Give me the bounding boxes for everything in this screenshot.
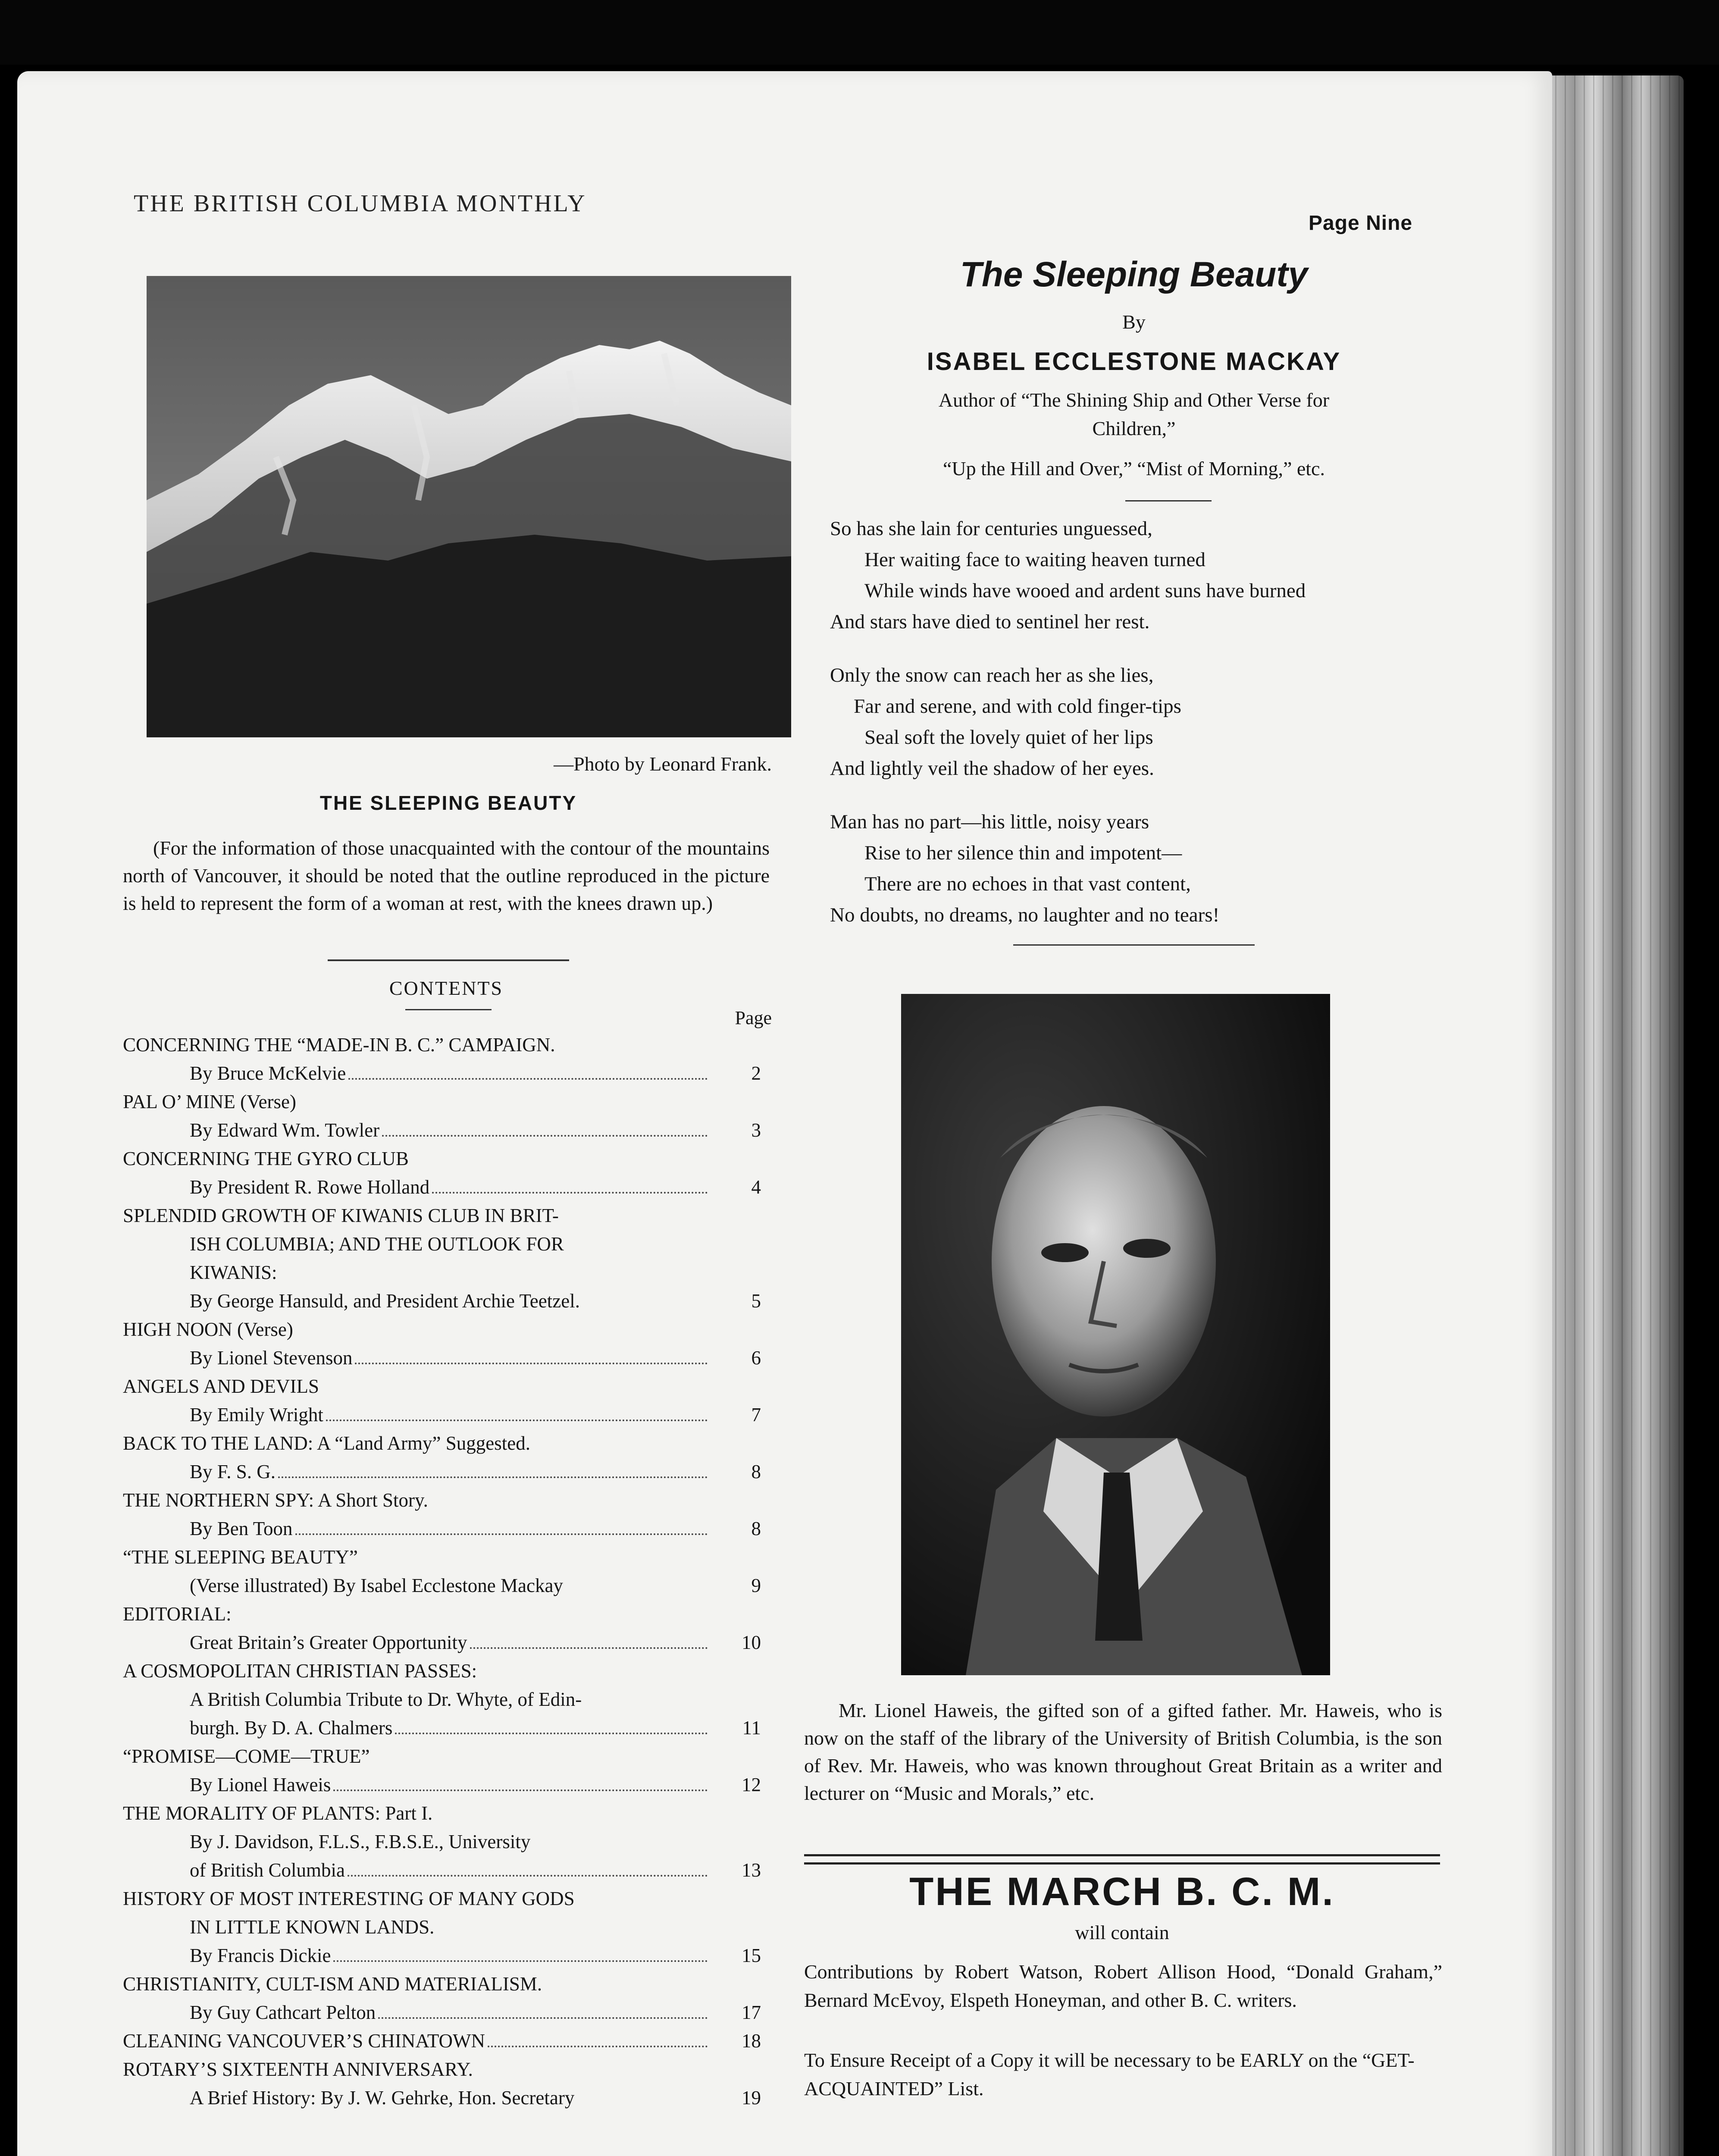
poem-line: Only the snow can reach her as she lies, xyxy=(830,664,1154,686)
toc-entry-text: of British Columbia xyxy=(190,1859,345,1881)
photo-caption-body: (For the information of those unacquainted with the contour of the mountains north of Vancouver, it should be noted that the outline reproduced in the picture is held to represent the form of a woman at rest, with the knees drawn up.) xyxy=(123,837,770,914)
toc-article-title: CONCERNING THE “MADE-IN B. C.” CAMPAIGN. xyxy=(123,1034,555,1056)
toc-article-title: THE NORTHERN SPY: A Short Story. xyxy=(123,1489,428,1511)
toc-entry xyxy=(123,1059,770,1087)
toc-article-title: ANGELS AND DEVILS xyxy=(123,1376,319,1397)
toc-entry xyxy=(123,1116,770,1144)
toc-continuation: By J. Davidson, F.L.S., F.B.S.E., University xyxy=(190,1831,531,1852)
poem-line: While winds have wooed and ardent suns have burned xyxy=(864,580,1306,602)
table-of-contents xyxy=(123,1031,770,2112)
toc-leader-dots xyxy=(348,1874,708,1877)
toc-entry-text: By George Hansuld, and President Archie Teetzel. xyxy=(190,1290,580,1312)
toc-leader-dots xyxy=(295,1533,708,1535)
toc-leader-dots xyxy=(395,1732,708,1734)
toc-article-title: HIGH NOON (Verse) xyxy=(123,1319,293,1340)
toc-entry-text: CLEANING VANCOUVER’S CHINATOWN xyxy=(123,2030,485,2052)
photo-caption-title: THE SLEEPING BEAUTY xyxy=(319,792,577,814)
toc-entry-text: By Lionel Haweis xyxy=(190,1774,331,1796)
toc-entry xyxy=(123,1401,770,1429)
poem-line: And stars have died to sentinel her rest. xyxy=(830,611,1150,633)
toc-entry xyxy=(123,1771,770,1799)
divider-rule xyxy=(328,959,569,961)
toc-article-title: ROTARY’S SIXTEENTH ANNIVERSARY. xyxy=(123,2059,473,2080)
toc-article-title: A COSMOPOLITAN CHRISTIAN PASSES: xyxy=(123,1660,477,1682)
toc-leader-dots xyxy=(355,1362,708,1364)
toc-page-number: 15 xyxy=(742,1945,761,1966)
poem-line: And lightly veil the shadow of her eyes. xyxy=(830,757,1154,780)
poem-line: No doubts, no dreams, no laughter and no tears! xyxy=(830,904,1220,926)
toc-article-title: THE MORALITY OF PLANTS: Part I. xyxy=(123,1802,433,1824)
toc-page-number: 4 xyxy=(751,1176,761,1198)
toc-entry xyxy=(123,1287,770,1315)
toc-page-number: 8 xyxy=(751,1518,761,1539)
credit-line-2: Children,” xyxy=(1092,417,1176,439)
poem-stanza-3 xyxy=(830,806,1455,931)
toc-leader-dots xyxy=(333,1789,708,1791)
toc-page-number: 17 xyxy=(742,2002,761,2023)
toc-entry xyxy=(123,1628,770,1657)
credit-line-3: “Up the Hill and Over,” “Mist of Morning,” etc. xyxy=(943,458,1325,479)
toc-entry xyxy=(123,1998,770,2027)
march-issue-title: THE MARCH B. C. M. xyxy=(909,1870,1335,1914)
toc-entry-text: By Bruce McKelvie xyxy=(190,1062,346,1084)
toc-leader-dots xyxy=(278,1476,708,1478)
toc-article-title: “PROMISE—COME—TRUE” xyxy=(123,1745,370,1767)
poem-author-credits xyxy=(845,386,1423,443)
poem-line: Her waiting face to waiting heaven turned xyxy=(864,548,1205,571)
book-binding xyxy=(1546,75,1684,2156)
toc-entry-text: (Verse illustrated) By Isabel Ecclestone Mackay xyxy=(190,1575,563,1596)
toc-article-title: CONCERNING THE GYRO CLUB xyxy=(123,1148,409,1169)
toc-entry-text: By President R. Rowe Holland xyxy=(190,1176,430,1198)
march-issue-contributors: Contributions by Robert Watson, Robert Allison Hood, “Donald Graham,” Bernard McEvoy, Elspeth Honeyman, and other B. C. writers. xyxy=(804,1961,1442,2011)
toc-continuation: A British Columbia Tribute to Dr. Whyte, of Edin- xyxy=(190,1689,582,1710)
toc-entry xyxy=(123,1457,770,1486)
toc-entry-text: By Edward Wm. Towler xyxy=(190,1119,380,1141)
toc-entry-text: By Emily Wright xyxy=(190,1404,323,1426)
masthead: THE BRITISH COLUMBIA MONTHLY xyxy=(134,190,587,217)
toc-continuation: ISH COLUMBIA; AND THE OUTLOOK FOR xyxy=(190,1233,564,1255)
toc-entry xyxy=(123,1571,770,1600)
double-rule xyxy=(804,1854,1440,1865)
poem-title: The Sleeping Beauty xyxy=(960,255,1308,294)
portrait-caption: Mr. Lionel Haweis, the gifted son of a gifted father. Mr. Haweis, who is now on the staff of the library of the University of British Columbia, is the son of Rev. Mr. Haweis, who was known throughout Great Britain as a writer and lecturer on “Music and Morals,” etc. xyxy=(804,1699,1442,1804)
toc-page-number: 5 xyxy=(751,1290,761,1312)
toc-page-number: 12 xyxy=(742,1774,761,1796)
toc-entry-text: A Brief History: By J. W. Gehrke, Hon. Secretary xyxy=(190,2087,575,2109)
poem-line: Man has no part—his little, noisy years xyxy=(830,811,1149,833)
toc-page-number: 7 xyxy=(751,1404,761,1426)
toc-article-title: HISTORY OF MOST INTERESTING OF MANY GODS xyxy=(123,1888,575,1909)
poem-stanza-1 xyxy=(830,513,1455,637)
poem-line: Far and serene, and with cold finger-tips xyxy=(854,695,1181,718)
page-number-label: Page Nine xyxy=(1309,212,1413,235)
toc-article-title: “THE SLEEPING BEAUTY” xyxy=(123,1546,358,1568)
poem-end-rule xyxy=(1013,944,1255,946)
toc-leader-dots xyxy=(432,1191,708,1194)
toc-leader-dots xyxy=(488,2045,708,2047)
toc-entry xyxy=(123,1941,770,1970)
toc-leader-dots xyxy=(378,2017,708,2019)
toc-page-number: 8 xyxy=(751,1461,761,1482)
toc-entry-text: By F. S. G. xyxy=(190,1461,276,1482)
toc-entry-text: By Guy Cathcart Pelton xyxy=(190,2002,376,2023)
toc-entry xyxy=(123,2084,770,2112)
toc-entry-text: By Ben Toon xyxy=(190,1518,293,1539)
poem-author: ISABEL ECCLESTONE MACKAY xyxy=(927,348,1341,376)
toc-page-number: 10 xyxy=(742,1632,761,1653)
toc-article-title: PAL O’ MINE (Verse) xyxy=(123,1091,297,1112)
poem-line: There are no echoes in that vast content, xyxy=(864,873,1191,895)
contents-title: CONTENTS xyxy=(389,977,504,999)
credit-line-1: Author of “The Shining Ship and Other Verse for xyxy=(938,389,1330,411)
toc-page-number: 13 xyxy=(742,1859,761,1881)
poem-by-line: By xyxy=(1122,311,1146,333)
film-border xyxy=(0,0,1719,65)
toc-article-title: EDITORIAL: xyxy=(123,1603,232,1625)
toc-entry xyxy=(123,1173,770,1201)
toc-leader-dots xyxy=(333,1960,708,1962)
toc-article-title xyxy=(123,2027,770,2055)
toc-leader-dots xyxy=(348,1078,708,1080)
portrait-photo xyxy=(901,994,1330,1675)
toc-article-title: BACK TO THE LAND: A “Land Army” Suggested. xyxy=(123,1432,530,1454)
toc-page-number: 2 xyxy=(751,1062,761,1084)
toc-continuation: KIWANIS: xyxy=(190,1262,277,1283)
poem-line: Seal soft the lovely quiet of her lips xyxy=(864,726,1153,749)
toc-page-number: 18 xyxy=(742,2030,761,2052)
toc-article-title: CHRISTIANITY, CULT-ISM AND MATERIALISM. xyxy=(123,1973,542,1995)
toc-entry-text: burgh. By D. A. Chalmers xyxy=(190,1717,393,1739)
toc-entry-text: Great Britain’s Greater Opportunity xyxy=(190,1632,467,1653)
toc-page-number: 3 xyxy=(751,1119,761,1141)
toc-entry xyxy=(123,1714,770,1742)
photo-credit: —Photo by Leonard Frank. xyxy=(554,753,772,775)
toc-leader-dots xyxy=(326,1419,708,1421)
poem-line: Rise to her silence thin and impotent— xyxy=(864,842,1182,864)
toc-page-number: 19 xyxy=(742,2087,761,2109)
toc-article-title: SPLENDID GROWTH OF KIWANIS CLUB IN BRIT- xyxy=(123,1205,559,1226)
poem-stanza-2 xyxy=(830,660,1455,784)
march-issue-notice: To Ensure Receipt of a Copy it will be necessary to be EARLY on the “GET-ACQUAINTED” List. xyxy=(804,2049,1415,2100)
toc-leader-dots xyxy=(382,1134,708,1137)
poem-rule xyxy=(1125,500,1212,501)
contents-page-header: Page xyxy=(735,1007,772,1028)
mountain-photo xyxy=(147,276,791,737)
toc-entry-text: By Francis Dickie xyxy=(190,1945,331,1966)
toc-entry xyxy=(123,1514,770,1543)
toc-entry-text: By Lionel Stevenson xyxy=(190,1347,353,1369)
march-issue-subtitle: will contain xyxy=(1075,1921,1169,1943)
toc-page-number: 9 xyxy=(751,1575,761,1596)
toc-page-number: 6 xyxy=(751,1347,761,1369)
toc-leader-dots xyxy=(470,1647,708,1649)
toc-entry xyxy=(123,1856,770,1884)
toc-entry xyxy=(123,1344,770,1372)
contents-rule xyxy=(405,1009,492,1010)
poem-line: So has she lain for centuries unguessed, xyxy=(830,517,1152,540)
toc-page-number: 11 xyxy=(742,1717,761,1739)
toc-continuation: IN LITTLE KNOWN LANDS. xyxy=(190,1916,435,1938)
